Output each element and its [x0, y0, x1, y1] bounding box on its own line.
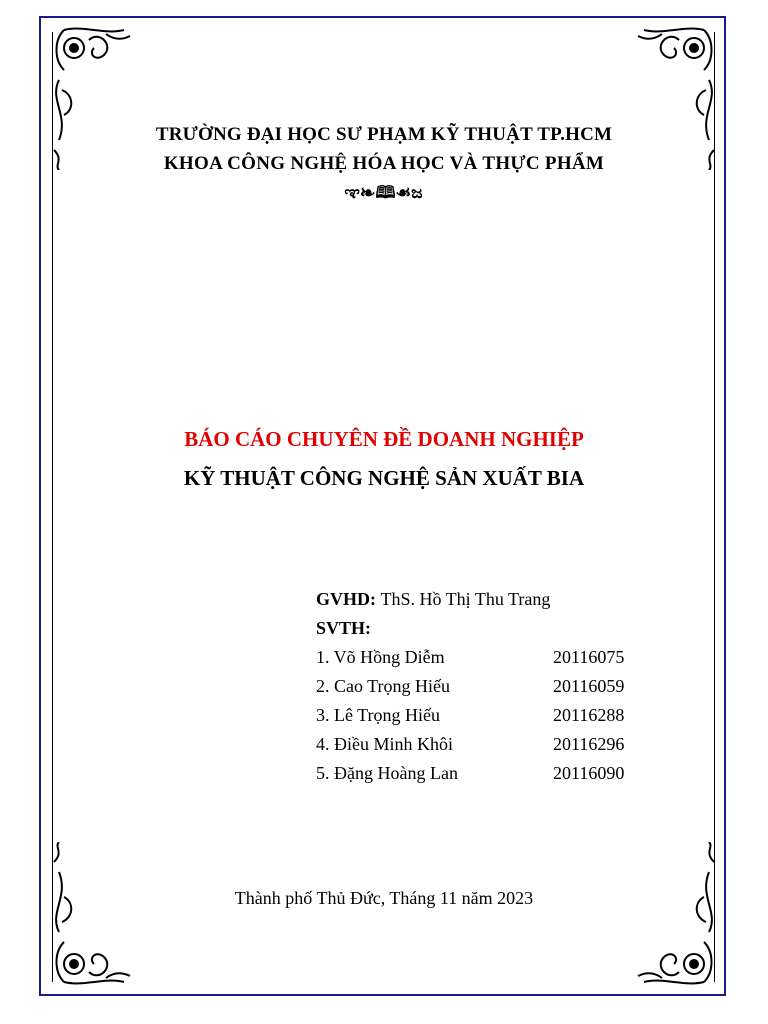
student-name: 3. Lê Trọng Hiếu	[316, 705, 441, 725]
faculty-name: KHOA CÔNG NGHỆ HÓA HỌC VÀ THỰC PHẨM	[163, 153, 605, 174]
student-id: 20116075	[553, 647, 625, 667]
student-name: 4. Điều Minh Khôi	[316, 734, 453, 754]
student-row	[316, 730, 624, 759]
report-title: BÁO CÁO CHUYÊN ĐỀ DOANH NGHIỆP	[184, 427, 584, 451]
corner-ornament-bottom-left	[44, 842, 134, 992]
students-heading-row	[316, 614, 624, 643]
student-row	[316, 672, 624, 701]
author-info	[316, 585, 624, 788]
advisor-row	[316, 585, 624, 614]
student-id: 20116090	[553, 763, 625, 783]
student-row	[316, 701, 624, 730]
student-name: 2. Cao Trọng Hiếu	[316, 676, 451, 696]
corner-ornament-bottom-right	[634, 842, 724, 992]
student-name: 1. Võ Hồng Diễm	[316, 647, 445, 667]
corner-ornament-top-right	[634, 20, 724, 170]
student-id: 20116059	[553, 676, 625, 696]
school-name: TRƯỜNG ĐẠI HỌC SƯ PHẠM KỸ THUẬT TP.HCM	[155, 124, 613, 145]
advisor-label: GVHD:	[316, 589, 376, 609]
student-row	[316, 759, 624, 788]
student-name: 5. Đặng Hoàng Lan	[316, 763, 458, 783]
corner-ornament-top-left	[44, 20, 134, 170]
report-subject: KỸ THUẬT CÔNG NGHỆ SẢN XUẤT BIA	[183, 466, 585, 490]
decorative-flourish: ಞ❧🕮☙ಜ	[344, 183, 424, 202]
place-date: Thành phố Thủ Đức, Tháng 11 năm 2023	[234, 888, 534, 908]
student-id: 20116296	[553, 734, 625, 754]
students-label: SVTH:	[316, 618, 372, 638]
advisor-name: ThS. Hồ Thị Thu Trang	[380, 589, 551, 609]
student-id: 20116288	[553, 705, 625, 725]
student-row	[316, 643, 624, 672]
